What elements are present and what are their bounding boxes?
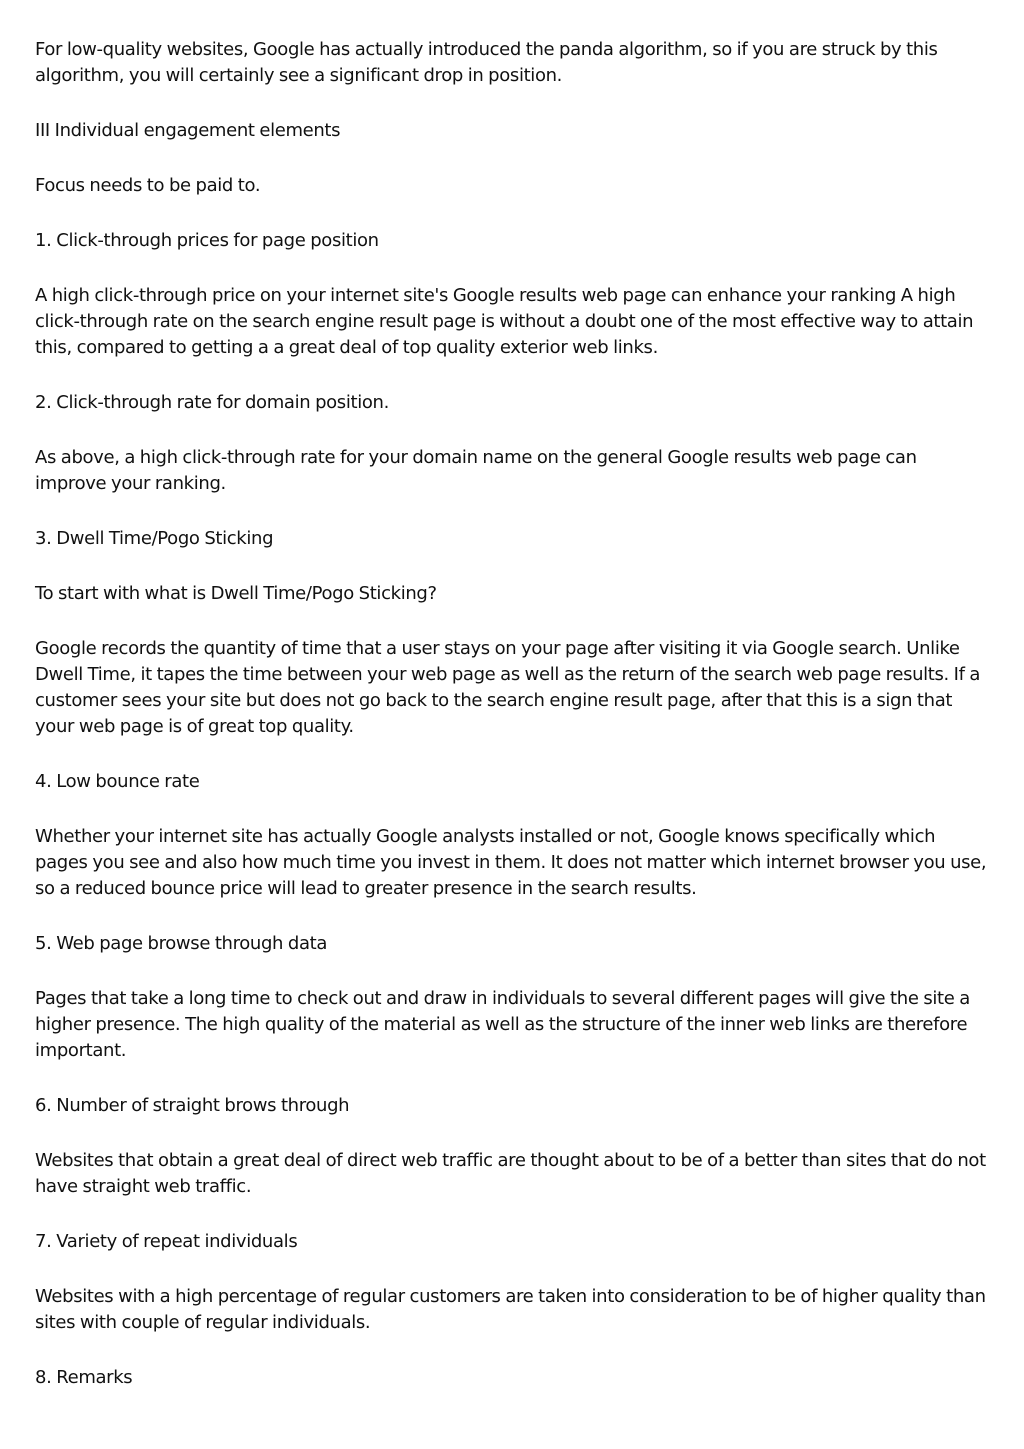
paragraph-item-5: Pages that take a long time to check out and draw in individuals to several different pages will give the site a higher presence. The high quality of the material as well as the structure of the inner web links are therefore important. <box>35 988 970 1061</box>
item-heading-1: 1. Click-through prices for page position <box>35 230 379 251</box>
document-body <box>35 37 991 1420</box>
item-heading-2: 2. Click-through rate for domain position. <box>35 392 389 413</box>
item-heading-6: 6. Number of straight brows through <box>35 1095 350 1116</box>
paragraph-item-3-question: To start with what is Dwell Time/Pogo Sticking? <box>35 583 437 604</box>
item-heading-8: 8. Remarks <box>35 1367 133 1388</box>
paragraph-item-1: A high click-through price on your internet site's Google results web page can enhance your ranking A high click-through rate on the search engine result page is without a doubt one of the most effective way to attain this, compared to getting a a great deal of top quality exterior web links. <box>35 285 974 358</box>
item-heading-4: 4. Low bounce rate <box>35 771 200 792</box>
paragraph-item-3: Google records the quantity of time that a user stays on your page after visiting it via Google search. Unlike Dwell Time, it tapes the time between your web page as well as the return of the search web page results. If a customer sees your site but does not go back to the search engine result page, after that this is a sign that your web page is of great top quality. <box>35 638 981 737</box>
paragraph-panda-algorithm: For low-quality websites, Google has actually introduced the panda algorithm, so if you are struck by this algorithm, you will certainly see a significant drop in position. <box>35 39 938 86</box>
item-heading-7: 7. Variety of repeat individuals <box>35 1231 298 1252</box>
item-heading-5: 5. Web page browse through data <box>35 933 328 954</box>
item-heading-3: 3. Dwell Time/Pogo Sticking <box>35 528 274 549</box>
paragraph-item-7: Websites with a high percentage of regular customers are taken into consideration to be of higher quality than sites with couple of regular individuals. <box>35 1286 986 1333</box>
paragraph-focus: Focus needs to be paid to. <box>35 175 261 196</box>
paragraph-item-2: As above, a high click-through rate for your domain name on the general Google results web page can improve your ranking. <box>35 447 917 494</box>
section-heading-engagement: III Individual engagement elements <box>35 120 341 141</box>
paragraph-item-4: Whether your internet site has actually Google analysts installed or not, Google knows specifically which pages you see and also how much time you invest in them. It does not matter which internet browser you use, so a reduced bounce price will lead to greater presence in the search results. <box>35 826 987 899</box>
paragraph-item-6: Websites that obtain a great deal of direct web traffic are thought about to be of a better than sites that do not have straight web traffic. <box>35 1150 986 1197</box>
